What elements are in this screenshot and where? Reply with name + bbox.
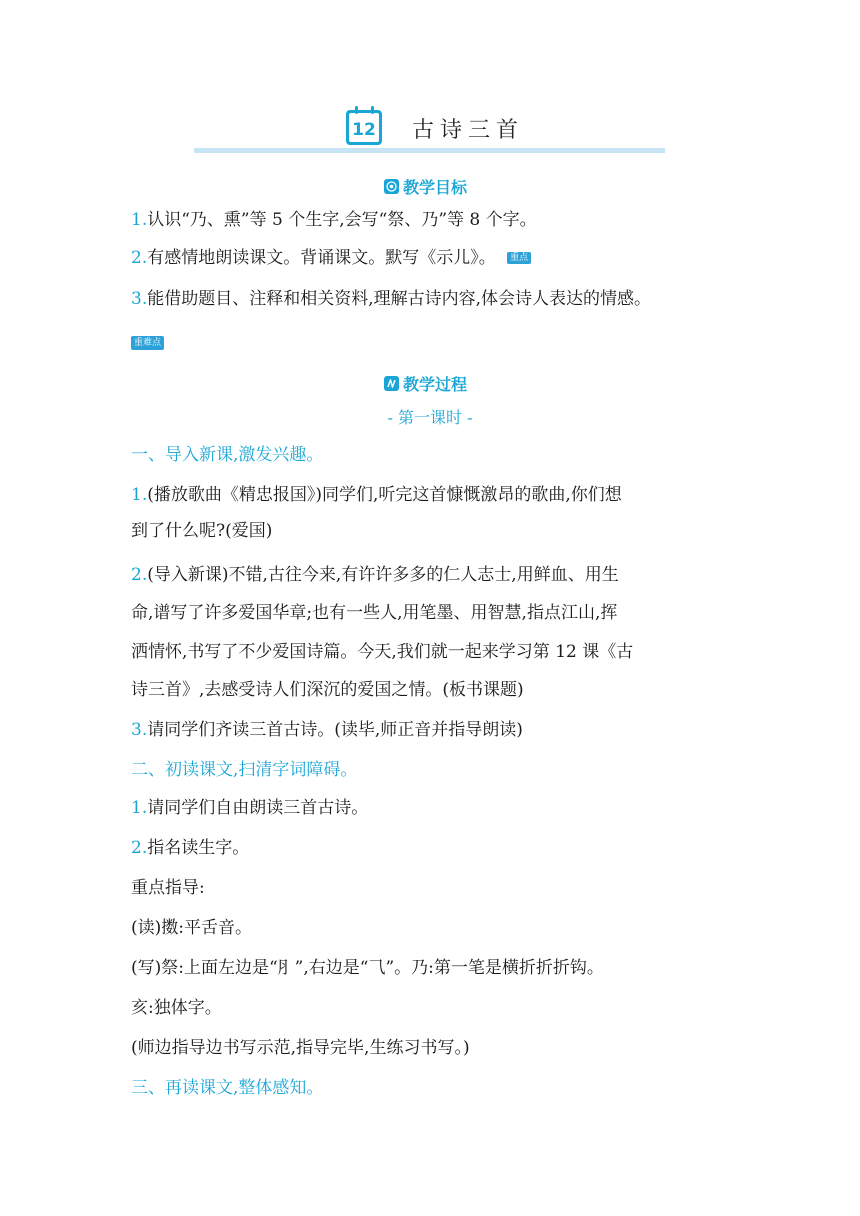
step-2-line-4: 诗三首》,去感受诗人们深沉的爱国之情。(板书课题) [131, 680, 524, 700]
reading-note: (读)擞:平舌音。 [131, 918, 252, 938]
step-number: 2. [131, 838, 148, 858]
step-3 [131, 718, 523, 742]
target-icon [384, 179, 399, 194]
section-2-step-1 [131, 796, 368, 820]
objective-number: 3. [131, 289, 148, 309]
objectives-heading-text: 教学目标 [403, 178, 468, 197]
section-1-title: 一、导入新课,激发兴趣。 [131, 445, 324, 465]
step-text: 请同学们自由朗读三首古诗。 [147, 798, 369, 818]
section-2-step-2 [131, 836, 249, 860]
objective-number: 2. [131, 248, 148, 268]
process-heading [384, 372, 467, 395]
objective-text: 有感情地朗读课文。背诵课文。默写《示儿》。 [147, 248, 496, 268]
objective-item-3 [131, 287, 651, 311]
lesson-number-badge [343, 104, 387, 148]
title-underline [194, 148, 665, 153]
lesson-number: 12 [352, 120, 376, 140]
writing-note: (写)祭:上面左边是“⺼”,右边是“⺄”。乃:第一笔是横折折折钩。 [131, 958, 604, 978]
objective-text: 认识“乃、熏”等 5 个生字,会写“祭、乃”等 8 个字。 [147, 210, 537, 230]
step-number: 2. [131, 565, 148, 585]
process-heading-text: 教学过程 [403, 375, 468, 394]
section-2-title: 二、初读课文,扫清字词障碍。 [131, 760, 358, 780]
objectives-heading [384, 175, 467, 198]
step-text: 请同学们齐读三首古诗。(读毕,师正音并指导朗读) [147, 720, 523, 740]
step-number: 1. [131, 798, 148, 818]
objective-item-2 [131, 246, 531, 270]
step-number: 3. [131, 720, 148, 740]
lesson-title: 古诗三首 [412, 118, 525, 143]
key-guide-label: 重点指导: [131, 878, 205, 898]
step-1-line-2: 到了什么呢?(爱国) [131, 521, 273, 541]
step-text: (导入新课)不错,古往今来,有许许多多的仁人志士,用鲜血、用生 [147, 565, 619, 585]
step-2-line-3: 洒情怀,书写了不少爱国诗篇。今天,我们就一起来学习第 12 课《古 [131, 642, 634, 662]
step-1-line-1 [131, 483, 622, 507]
objective-item-1 [131, 208, 537, 232]
process-icon [384, 376, 399, 391]
section-3-title: 三、再读课文,整体感知。 [131, 1078, 324, 1098]
step-number: 1. [131, 485, 148, 505]
step-text: (播放歌曲《精忠报国》)同学们,听完这首慷慨激昂的歌曲,你们想 [147, 485, 622, 505]
objective-number: 1. [131, 210, 148, 230]
step-text: 指名读生字。 [147, 838, 250, 858]
session-label: - 第一课时 - [387, 408, 473, 427]
key-point-tag: 重点 [507, 252, 531, 264]
objective-text: 能借助题目、注释和相关资料,理解古诗内容,体会诗人表达的情感。 [147, 289, 652, 309]
teacher-demo-note: (师边指导边书写示范,指导完毕,生练习书写。) [131, 1038, 470, 1058]
step-2-line-2: 命,谱写了许多爱国华章;也有一些人,用笔墨、用智慧,指点江山,挥 [131, 603, 618, 623]
difficulty-tag: 重难点 [131, 336, 164, 350]
hai-note: 亥:独体字。 [131, 998, 222, 1018]
step-2-line-1 [131, 563, 619, 587]
